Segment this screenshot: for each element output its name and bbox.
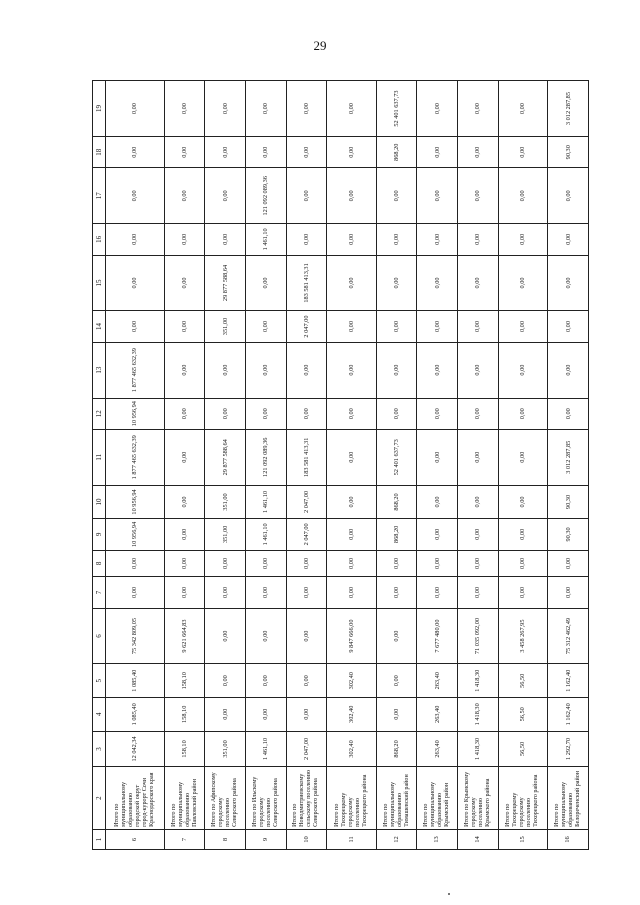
cell-col-17: 0,00 xyxy=(458,168,499,224)
cell-col-19: 0,00 xyxy=(246,81,287,137)
cell-col-3: 351,00 xyxy=(205,731,246,767)
cell-col-12: 0,00 xyxy=(327,398,377,429)
cell-col-3: 1 461,10 xyxy=(246,731,287,767)
row-name: Итого по муниципальному образованию Павловский район xyxy=(164,767,205,830)
cell-col-18: 0,00 xyxy=(327,137,377,168)
cell-col-17: 0,00 xyxy=(376,168,417,224)
cell-col-10: 90,30 xyxy=(548,485,589,519)
cell-col-4: 0,00 xyxy=(205,698,246,732)
column-header-19: 19 xyxy=(93,81,106,137)
cell-col-5: 302,40 xyxy=(327,664,377,698)
cell-col-13: 0,00 xyxy=(246,342,287,398)
cell-col-17: 0,00 xyxy=(205,168,246,224)
row-name: Итого по муниципальному образованию Крымский район xyxy=(417,767,458,830)
cell-col-19: 0,00 xyxy=(458,81,499,137)
cell-col-4: 302,40 xyxy=(327,698,377,732)
table-row xyxy=(286,81,327,850)
cell-col-3: 2 047,00 xyxy=(286,731,327,767)
cell-col-18: 0,00 xyxy=(246,137,287,168)
row-index: 13 xyxy=(417,829,458,849)
cell-col-18: 0,00 xyxy=(286,137,327,168)
cell-col-14: 0,00 xyxy=(458,311,499,342)
cell-col-7: 0,00 xyxy=(246,577,287,608)
column-header-4: 4 xyxy=(93,698,106,732)
cell-col-13: 0,00 xyxy=(376,342,417,398)
column-header-5: 5 xyxy=(93,664,106,698)
cell-col-13: 0,00 xyxy=(164,342,205,398)
cell-col-8: 0,00 xyxy=(246,550,287,577)
cell-col-9: 351,00 xyxy=(205,519,246,550)
cell-col-19: 3 012 287,85 xyxy=(548,81,589,137)
cell-col-11: 183 581 413,31 xyxy=(286,429,327,485)
cell-col-5: 1 162,40 xyxy=(548,664,589,698)
row-index: 9 xyxy=(246,829,287,849)
cell-col-15: 0,00 xyxy=(498,255,548,311)
cell-col-14: 0,00 xyxy=(548,311,589,342)
cell-col-9: 2 047,00 xyxy=(286,519,327,550)
cell-col-19: 0,00 xyxy=(417,81,458,137)
cell-col-15: 0,00 xyxy=(548,255,589,311)
cell-col-18: 0,00 xyxy=(498,137,548,168)
cell-col-12: 0,00 xyxy=(164,398,205,429)
cell-col-8: 0,00 xyxy=(458,550,499,577)
cell-col-14: 0,00 xyxy=(376,311,417,342)
cell-col-9: 1 461,10 xyxy=(246,519,287,550)
cell-col-16: 0,00 xyxy=(286,224,327,255)
cell-col-5: 1 418,30 xyxy=(458,664,499,698)
cell-col-17: 121 092 089,36 xyxy=(246,168,287,224)
cell-col-18: 0,00 xyxy=(205,137,246,168)
cell-col-14: 0,00 xyxy=(164,311,205,342)
cell-col-6: 0,00 xyxy=(246,608,287,664)
cell-col-8: 0,00 xyxy=(417,550,458,577)
cell-col-18: 0,00 xyxy=(106,137,165,168)
cell-col-15: 0,00 xyxy=(376,255,417,311)
cell-col-14: 0,00 xyxy=(417,311,458,342)
cell-col-9: 0,00 xyxy=(164,519,205,550)
cell-col-7: 0,00 xyxy=(417,577,458,608)
row-index: 11 xyxy=(327,829,377,849)
cell-col-9: 868,20 xyxy=(376,519,417,550)
row-index: 12 xyxy=(376,829,417,849)
cell-col-11: 0,00 xyxy=(458,429,499,485)
table-rotator xyxy=(92,80,589,850)
cell-col-8: 0,00 xyxy=(106,550,165,577)
column-header-12: 12 xyxy=(93,398,106,429)
cell-col-6: 9 847 666,00 xyxy=(327,608,377,664)
row-name: Итого по Крымскому городскому поселению Крымского района xyxy=(458,767,499,830)
cell-col-11: 29 877 588,64 xyxy=(205,429,246,485)
cell-col-6: 3 458 267,95 xyxy=(498,608,548,664)
cell-col-3: 1 418,30 xyxy=(458,731,499,767)
column-header-9: 9 xyxy=(93,519,106,550)
cell-col-19: 0,00 xyxy=(498,81,548,137)
cell-col-3: 12 042,34 xyxy=(106,731,165,767)
cell-col-3: 263,40 xyxy=(417,731,458,767)
cell-col-13: 1 877 465 632,39 xyxy=(106,342,165,398)
cell-col-9: 0,00 xyxy=(327,519,377,550)
table-row xyxy=(205,81,246,850)
data-table xyxy=(92,80,589,850)
row-name: Итого по Афипскому городскому поселению Северского района xyxy=(205,767,246,830)
cell-col-14: 351,00 xyxy=(205,311,246,342)
column-header-15: 15 xyxy=(93,255,106,311)
cell-col-3: 1 292,70 xyxy=(548,731,589,767)
cell-col-16: 0,00 xyxy=(417,224,458,255)
column-header-1: 1 xyxy=(93,829,106,849)
row-index: 16 xyxy=(548,829,589,849)
cell-col-5: 0,00 xyxy=(286,664,327,698)
cell-col-7: 0,00 xyxy=(376,577,417,608)
row-name: Итого по муниципальному образованию городской округ город-курорт Сочи Краснодарского края xyxy=(106,767,165,830)
cell-col-12: 0,00 xyxy=(286,398,327,429)
column-header-6: 6 xyxy=(93,608,106,664)
row-name: Итого по Тихорецкому городскому поселению Тихорецкого района xyxy=(498,767,548,830)
cell-col-3: 302,40 xyxy=(327,731,377,767)
cell-col-3: 56,50 xyxy=(498,731,548,767)
cell-col-16: 0,00 xyxy=(498,224,548,255)
cell-col-4: 1 418,30 xyxy=(458,698,499,732)
cell-col-14: 0,00 xyxy=(246,311,287,342)
column-number-row xyxy=(93,81,106,850)
page-number: 29 xyxy=(313,38,327,53)
row-name: Итого по муниципальному образованию Белореченский район xyxy=(548,767,589,830)
cell-col-8: 0,00 xyxy=(376,550,417,577)
cell-col-3: 868,20 xyxy=(376,731,417,767)
cell-col-18: 0,00 xyxy=(164,137,205,168)
cell-col-16: 0,00 xyxy=(376,224,417,255)
table-row xyxy=(376,81,417,850)
cell-col-13: 0,00 xyxy=(286,342,327,398)
table-row xyxy=(164,81,205,850)
column-header-8: 8 xyxy=(93,550,106,577)
cell-col-12: 0,00 xyxy=(498,398,548,429)
cell-col-10: 2 047,00 xyxy=(286,485,327,519)
table-row xyxy=(106,81,165,850)
row-name: Итого по Тихорецкому городскому поселению Тихорецкого района xyxy=(327,767,377,830)
cell-col-13: 0,00 xyxy=(458,342,499,398)
cell-col-13: 0,00 xyxy=(205,342,246,398)
row-index: 8 xyxy=(205,829,246,849)
cell-col-4: 1 085,40 xyxy=(106,698,165,732)
column-header-3: 3 xyxy=(93,731,106,767)
cell-col-11: 0,00 xyxy=(417,429,458,485)
cell-col-19: 0,00 xyxy=(164,81,205,137)
cell-col-8: 0,00 xyxy=(548,550,589,577)
cell-col-14: 2 047,00 xyxy=(286,311,327,342)
cell-col-15: 0,00 xyxy=(106,255,165,311)
cell-col-7: 0,00 xyxy=(205,577,246,608)
cell-col-6: 7 677 480,00 xyxy=(417,608,458,664)
table-row xyxy=(458,81,499,850)
row-index: 7 xyxy=(164,829,205,849)
cell-col-4: 0,00 xyxy=(246,698,287,732)
row-name: Итого по Ильскому городскому поселению Северского района xyxy=(246,767,287,830)
cell-col-10: 868,20 xyxy=(376,485,417,519)
cell-col-7: 0,00 xyxy=(106,577,165,608)
cell-col-14: 0,00 xyxy=(106,311,165,342)
cell-col-10: 10 956,94 xyxy=(106,485,165,519)
cell-col-18: 868,20 xyxy=(376,137,417,168)
scan-speck xyxy=(448,893,450,895)
cell-col-5: 1 085,40 xyxy=(106,664,165,698)
table-row xyxy=(246,81,287,850)
cell-col-6: 71 035 092,00 xyxy=(458,608,499,664)
column-header-10: 10 xyxy=(93,485,106,519)
cell-col-10: 1 461,10 xyxy=(246,485,287,519)
cell-col-9: 0,00 xyxy=(417,519,458,550)
cell-col-7: 0,00 xyxy=(548,577,589,608)
table-row xyxy=(417,81,458,850)
cell-col-17: 0,00 xyxy=(164,168,205,224)
cell-col-9: 0,00 xyxy=(498,519,548,550)
cell-col-17: 0,00 xyxy=(286,168,327,224)
cell-col-4: 56,50 xyxy=(498,698,548,732)
cell-col-11: 121 092 089,36 xyxy=(246,429,287,485)
cell-col-10: 0,00 xyxy=(327,485,377,519)
cell-col-9: 90,30 xyxy=(548,519,589,550)
cell-col-4: 158,10 xyxy=(164,698,205,732)
cell-col-10: 351,00 xyxy=(205,485,246,519)
cell-col-6: 9 621 664,83 xyxy=(164,608,205,664)
cell-col-15: 0,00 xyxy=(458,255,499,311)
cell-col-16: 0,00 xyxy=(205,224,246,255)
cell-col-11: 1 877 465 632,39 xyxy=(106,429,165,485)
cell-col-11: 3 012 287,85 xyxy=(548,429,589,485)
cell-col-19: 52 401 637,73 xyxy=(376,81,417,137)
cell-col-16: 0,00 xyxy=(106,224,165,255)
cell-col-4: 0,00 xyxy=(286,698,327,732)
column-header-11: 11 xyxy=(93,429,106,485)
cell-col-12: 0,00 xyxy=(376,398,417,429)
cell-col-8: 0,00 xyxy=(164,550,205,577)
cell-col-14: 0,00 xyxy=(498,311,548,342)
cell-col-17: 0,00 xyxy=(106,168,165,224)
cell-col-4: 1 162,40 xyxy=(548,698,589,732)
column-header-2: 2 xyxy=(93,767,106,830)
cell-col-7: 0,00 xyxy=(164,577,205,608)
cell-col-15: 0,00 xyxy=(327,255,377,311)
cell-col-11: 0,00 xyxy=(327,429,377,485)
cell-col-12: 0,00 xyxy=(417,398,458,429)
cell-col-15: 183 581 413,31 xyxy=(286,255,327,311)
cell-col-10: 0,00 xyxy=(417,485,458,519)
cell-col-14: 0,00 xyxy=(327,311,377,342)
cell-col-13: 0,00 xyxy=(548,342,589,398)
cell-col-7: 0,00 xyxy=(498,577,548,608)
cell-col-12: 0,00 xyxy=(548,398,589,429)
table-row xyxy=(498,81,548,850)
row-index: 14 xyxy=(458,829,499,849)
cell-col-7: 0,00 xyxy=(286,577,327,608)
cell-col-11: 0,00 xyxy=(164,429,205,485)
cell-col-12: 0,00 xyxy=(205,398,246,429)
cell-col-15: 0,00 xyxy=(246,255,287,311)
cell-col-8: 0,00 xyxy=(205,550,246,577)
column-header-17: 17 xyxy=(93,168,106,224)
cell-col-13: 0,00 xyxy=(327,342,377,398)
cell-col-9: 0,00 xyxy=(458,519,499,550)
row-index: 6 xyxy=(106,829,165,849)
row-name: Итого по муниципальному образованию Тимашевский район xyxy=(376,767,417,830)
cell-col-18: 90,30 xyxy=(548,137,589,168)
cell-col-13: 0,00 xyxy=(498,342,548,398)
cell-col-5: 56,50 xyxy=(498,664,548,698)
cell-col-6: 75 312 462,49 xyxy=(548,608,589,664)
cell-col-16: 0,00 xyxy=(458,224,499,255)
cell-col-6: 75 342 809,05 xyxy=(106,608,165,664)
column-header-14: 14 xyxy=(93,311,106,342)
cell-col-6: 0,00 xyxy=(205,608,246,664)
cell-col-5: 0,00 xyxy=(376,664,417,698)
cell-col-7: 0,00 xyxy=(458,577,499,608)
cell-col-18: 0,00 xyxy=(458,137,499,168)
cell-col-12: 0,00 xyxy=(458,398,499,429)
cell-col-16: 0,00 xyxy=(327,224,377,255)
table-row xyxy=(327,81,377,850)
cell-col-4: 263,40 xyxy=(417,698,458,732)
cell-col-5: 0,00 xyxy=(205,664,246,698)
cell-col-19: 0,00 xyxy=(327,81,377,137)
cell-col-17: 0,00 xyxy=(548,168,589,224)
cell-col-10: 0,00 xyxy=(458,485,499,519)
table-row xyxy=(548,81,589,850)
column-header-13: 13 xyxy=(93,342,106,398)
cell-col-5: 0,00 xyxy=(246,664,287,698)
cell-col-12: 10 956,94 xyxy=(106,398,165,429)
cell-col-11: 52 401 637,73 xyxy=(376,429,417,485)
cell-col-19: 0,00 xyxy=(106,81,165,137)
cell-col-15: 29 877 588,64 xyxy=(205,255,246,311)
cell-col-12: 0,00 xyxy=(246,398,287,429)
cell-col-6: 0,00 xyxy=(286,608,327,664)
cell-col-4: 0,00 xyxy=(376,698,417,732)
cell-col-10: 0,00 xyxy=(498,485,548,519)
cell-col-17: 0,00 xyxy=(498,168,548,224)
cell-col-15: 0,00 xyxy=(164,255,205,311)
cell-col-9: 10 956,94 xyxy=(106,519,165,550)
row-name: Итого по Новодмитриевскому сельскому поселению Северского района xyxy=(286,767,327,830)
cell-col-18: 0,00 xyxy=(417,137,458,168)
cell-col-6: 0,00 xyxy=(376,608,417,664)
cell-col-17: 0,00 xyxy=(417,168,458,224)
row-index: 15 xyxy=(498,829,548,849)
cell-col-10: 0,00 xyxy=(164,485,205,519)
cell-col-8: 0,00 xyxy=(327,550,377,577)
cell-col-16: 0,00 xyxy=(164,224,205,255)
cell-col-11: 0,00 xyxy=(498,429,548,485)
cell-col-7: 0,00 xyxy=(327,577,377,608)
cell-col-16: 0,00 xyxy=(548,224,589,255)
cell-col-19: 0,00 xyxy=(286,81,327,137)
cell-col-8: 0,00 xyxy=(498,550,548,577)
cell-col-5: 158,10 xyxy=(164,664,205,698)
column-header-18: 18 xyxy=(93,137,106,168)
rotated-table-sheet xyxy=(92,80,589,850)
cell-col-19: 0,00 xyxy=(205,81,246,137)
cell-col-17: 0,00 xyxy=(327,168,377,224)
column-header-7: 7 xyxy=(93,577,106,608)
cell-col-8: 0,00 xyxy=(286,550,327,577)
row-index: 10 xyxy=(286,829,327,849)
cell-col-16: 1 461,10 xyxy=(246,224,287,255)
cell-col-5: 263,40 xyxy=(417,664,458,698)
cell-col-3: 158,10 xyxy=(164,731,205,767)
cell-col-13: 0,00 xyxy=(417,342,458,398)
column-header-16: 16 xyxy=(93,224,106,255)
cell-col-15: 0,00 xyxy=(417,255,458,311)
